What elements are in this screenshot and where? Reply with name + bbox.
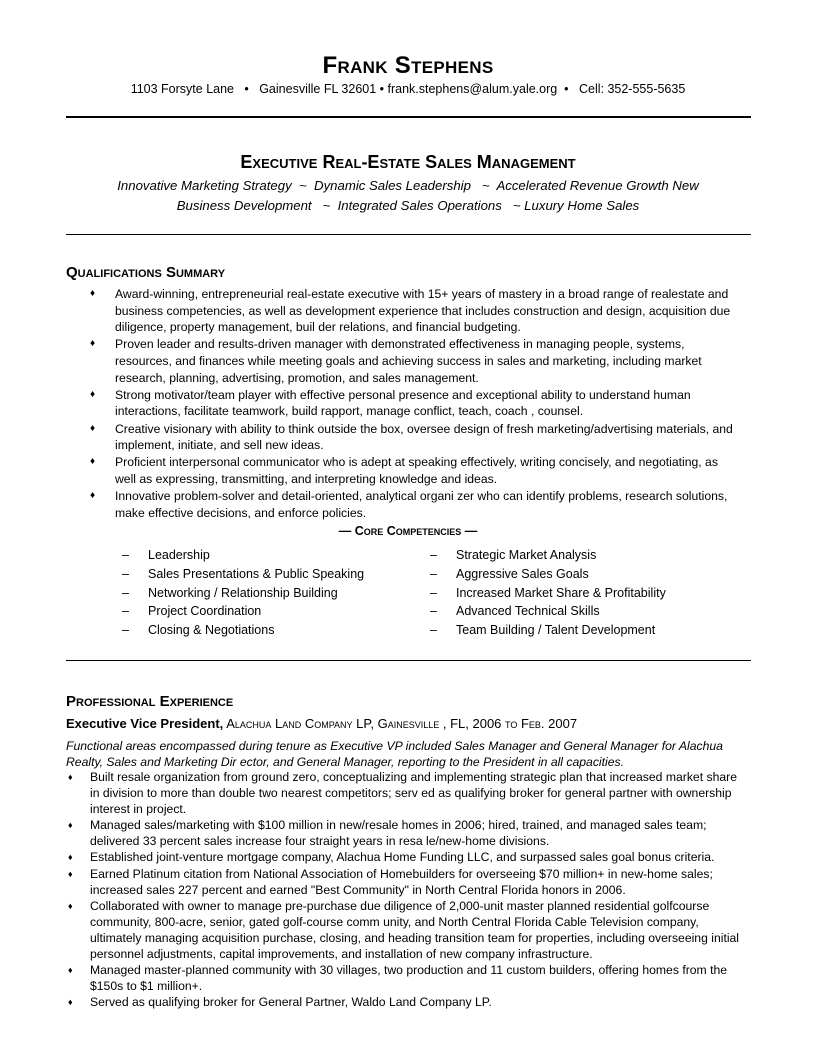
diamond-bullet-icon: ♦ [68,900,73,911]
achievement-text: Managed sales/marketing with $100 million in new/resale homes in 2006; hired, trained, and managed sales team; delivered 33 percent sales increase four straight years in resa le/new-home divisions. [90,818,707,849]
achievement-text: Earned Platinum citation from National Association of Homebuilders for overseeing $70 million+ in new-home sales; increased sales 227 percent and earned "Best Community" in North Central Florida honors in 2006. [90,866,713,897]
competency-text: Strategic Market Analysis [456,548,597,562]
qualification-text: Innovative problem-solver and detail-oriented, analytical organi zer who can identify problems, research solutions, make effective decisions, and enforce policies. [115,489,728,520]
diamond-bullet-icon: ♦ [90,388,96,400]
dash-bullet-icon: – [122,566,129,581]
dash-bullet-icon: – [122,585,129,600]
qualifications-list [90,286,740,522]
diamond-bullet-icon: ♦ [68,852,73,863]
list-item [90,421,740,454]
header-divider [66,116,751,118]
job-description: Functional areas encompassed during tenure as Executive VP included Sales Manager and General Manager for Alachua Realty, Sales and Marketing Dir ector, and General Manager, reporting to the President in all capacities. [66,739,723,769]
list-item [430,565,666,584]
job-heading [66,716,577,731]
headline-title: Executive Real-Estate Sales Management [240,152,576,172]
headline-divider [66,234,751,235]
qualification-text: Proven leader and results-driven manager with demonstrated effectiveness in managing people, systems, resources, and finances while meeting goals and achieving success in sales and marketing, including market research, planning, advertising, promotion, and sales management. [115,337,702,385]
candidate-name: Frank Stephens [322,52,494,79]
achievement-text: Managed master-planned community with 30 villages, two production and 11 custom builders, offering homes from the $150s to $1 million+. [90,962,728,993]
qualification-text: Proficient interpersonal communicator who is adept at speaking effectively, writing concisely, and negotiating, as well as expressing, transmitting, and interpreting knowledge and ideas. [115,455,718,486]
list-item [66,818,746,850]
qualification-text: Strong motivator/team player with effective personal presence and exceptional ability to understand human interactions, facilitate teamwork, build rapport, manage conflict, teach, coach , counsel. [115,387,691,419]
competency-text: Networking / Relationship Building [148,585,338,600]
list-item [430,621,666,640]
dash-bullet-icon: – [430,623,437,638]
diamond-bullet-icon: ♦ [90,338,96,350]
diamond-bullet-icon: ♦ [68,964,73,975]
diamond-bullet-icon: ♦ [90,490,96,502]
list-item [66,867,746,899]
list-item [90,387,740,420]
diamond-bullet-icon: ♦ [68,772,73,782]
core-competencies-title: — Core Competencies — [338,524,478,538]
diamond-bullet-icon: ♦ [68,997,73,1008]
competency-text: Aggressive Sales Goals [456,566,589,581]
qualification-text: Creative visionary with ability to think outside the box, oversee design of fresh marketing/advertising materials, and implement, initiate, and sell new ideas. [115,421,733,453]
list-item [122,565,364,584]
diamond-bullet-icon: ♦ [68,868,73,879]
achievement-text: Served as qualifying broker for General Partner, Waldo Land Company LP. [90,995,492,1010]
competency-text: Sales Presentations & Public Speaking [148,566,365,581]
list-item [90,336,740,386]
qualifications-title: Qualifications Summary [66,264,226,281]
list-item [66,995,746,1011]
dash-bullet-icon: – [430,585,437,600]
list-item [66,850,746,866]
list-item [430,546,666,565]
list-item [122,546,364,565]
dash-bullet-icon: – [122,604,129,619]
dash-bullet-icon: – [430,548,437,562]
achievement-text: Collaborated with owner to manage pre-purchase due diligence of 2,000-unit master planned residential golfcourse community, 800-acre, senior, gated golf-course comm unity, and North Central Florida Cable Television company, ultimately managing acquisition purchase, closing, and heading transition team for properties, including overseeing initial personnel adjustments, capital improvements, and installation of new company infrastructure. [90,898,740,961]
competency-text: Leadership [148,548,210,562]
job-role: Executive Vice President, [66,716,224,731]
list-item [122,621,364,640]
list-item [90,454,740,487]
headline-tagline-line2: Business Development ~ Integrated Sales Operations ~ Luxury Home Sales [176,198,640,213]
competency-text: Advanced Technical Skills [456,604,600,619]
competency-text: Team Building / Talent Development [456,623,656,638]
competency-text: Increased Market Share & Profitability [456,585,666,600]
diamond-bullet-icon: ♦ [90,288,96,299]
diamond-bullet-icon: ♦ [90,456,96,468]
headline-tagline-line1: Innovative Marketing Strategy ~ Dynamic Sales Leadership ~ Accelerated Revenue Growth New [117,178,699,193]
experience-title: Professional Experience [66,693,234,710]
achievement-text: Established joint-venture mortgage company, Alachua Home Funding LLC, and surpassed sales goal bonus criteria. [90,850,715,865]
experience-list [66,770,746,1011]
achievement-text: Built resale organization from ground zero, conceptualizing and implementing strategic plan that increased market share in division to more than double two nearest competitors; serv ed as qualifying broker for general partner with ownership interest in project. [90,770,737,816]
list-item [430,602,666,621]
diamond-bullet-icon: ♦ [90,422,96,434]
dash-bullet-icon: – [122,548,129,562]
list-item [90,286,740,336]
dash-bullet-icon: – [122,623,129,638]
list-item [430,584,666,603]
competencies-left-column [122,546,364,640]
dash-bullet-icon: – [430,566,437,581]
contact-info: 1103 Forsyte Lane • Gainesville FL 32601 • frank.stephens@alum.yale.org • Cell: 352-555-5635 [130,82,686,96]
list-item [66,899,746,963]
competency-text: Project Coordination [148,604,262,619]
competencies-divider [66,660,751,661]
list-item [122,602,364,621]
dash-bullet-icon: – [430,604,437,619]
competencies-right-column [430,546,666,640]
list-item [122,584,364,603]
competency-text: Closing & Negotiations [148,623,275,638]
job-company-dates: Alachua Land Company LP, Gainesville , FL, 2006 to Feb. 2007 [223,716,578,731]
qualification-text: Award-winning, entrepreneurial real-estate executive with 15+ years of mastery in a broad range of realestate and business competencies, as well as development experience that includes construction and design, acquisition due diligence, property management, buil der relations, and financial budgeting. [115,287,731,335]
list-item [66,770,746,818]
diamond-bullet-icon: ♦ [68,820,73,831]
list-item [90,488,740,521]
list-item [66,963,746,995]
